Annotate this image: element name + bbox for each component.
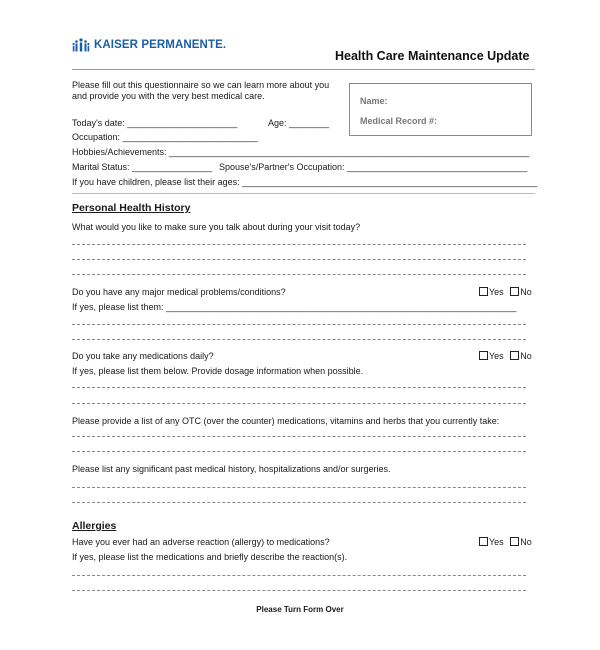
hobbies-field[interactable]: Hobbies/Achievements: ________________________________________________________________________	[72, 147, 530, 157]
answer-line[interactable]	[72, 339, 526, 340]
answer-line[interactable]	[72, 451, 526, 452]
no-label: No	[520, 537, 532, 547]
answer-line[interactable]	[72, 502, 526, 503]
answer-line[interactable]	[72, 274, 526, 275]
header-divider	[72, 69, 535, 70]
question-medications: Do you take any medications daily?	[72, 351, 214, 361]
answer-line[interactable]	[72, 244, 526, 245]
yes-label: Yes	[489, 351, 504, 361]
name-label: Name:	[360, 96, 388, 106]
page-title: Health Care Maintenance Update	[335, 49, 530, 63]
yes-label: Yes	[489, 537, 504, 547]
no-label: No	[520, 351, 532, 361]
allergies-heading: Allergies	[72, 520, 117, 532]
yes-no-medications	[479, 351, 532, 362]
question-past-history: Please list any significant past medical history, hospitalizations and/or surgeries.	[72, 464, 391, 474]
spouse-occupation-field[interactable]: Spouse's/Partner's Occupation: ____________________________________	[219, 162, 528, 172]
answer-line[interactable]	[72, 259, 526, 260]
no-checkbox[interactable]	[510, 537, 519, 546]
no-checkbox[interactable]	[510, 351, 519, 360]
no-label: No	[520, 287, 532, 297]
personal-health-heading: Personal Health History	[72, 202, 191, 214]
children-ages-field[interactable]: If you have children, please list their ages: ___________________________________________________________	[72, 177, 538, 187]
yes-checkbox[interactable]	[479, 351, 488, 360]
intro-line-2: and provide you with the very best medical care.	[72, 91, 265, 101]
medical-record-label: Medical Record #:	[360, 116, 438, 126]
question-medications-list: If yes, please list them below. Provide dosage information when possible.	[72, 366, 364, 376]
yes-no-medical-problems	[479, 287, 532, 298]
intro-line-1: Please fill out this questionnaire so we can learn more about you	[72, 80, 330, 90]
question-allergy: Have you ever had an adverse reaction (allergy) to medications?	[72, 537, 330, 547]
kaiser-logo-mark-icon	[72, 38, 90, 52]
no-checkbox[interactable]	[510, 287, 519, 296]
yes-checkbox[interactable]	[479, 537, 488, 546]
yes-no-allergy	[479, 537, 532, 548]
kaiser-logo	[72, 37, 226, 53]
todays-date-field[interactable]: Today's date: ______________________	[72, 118, 238, 128]
answer-line[interactable]	[72, 403, 526, 404]
question-medical-problems: Do you have any major medical problems/conditions?	[72, 287, 286, 297]
question-otc: Please provide a list of any OTC (over the counter) medications, vitamins and herbs that you currently take:	[72, 416, 500, 426]
answer-line[interactable]	[72, 590, 526, 591]
question-talk-about: What would you like to make sure you talk about during your visit today?	[72, 222, 361, 232]
logo-text: KAISER PERMANENTE.	[94, 39, 227, 51]
answer-line[interactable]	[72, 436, 526, 437]
section-divider	[72, 193, 535, 194]
question-allergy-list: If yes, please list the medications and briefly describe the reaction(s).	[72, 552, 348, 562]
answer-line[interactable]	[72, 487, 526, 488]
answer-line[interactable]	[72, 575, 526, 576]
yes-checkbox[interactable]	[479, 287, 488, 296]
medical-problems-list-field[interactable]: If yes, please list them: ______________________________________________________________________	[72, 302, 517, 312]
footer-note: Please Turn Form Over	[256, 605, 344, 614]
age-field[interactable]: Age: ________	[268, 118, 330, 128]
marital-status-field[interactable]: Marital Status: ________________	[72, 162, 213, 172]
occupation-field[interactable]: Occupation: ___________________________	[72, 132, 258, 142]
patient-info-box[interactable]	[349, 83, 532, 136]
answer-line[interactable]	[72, 387, 526, 388]
yes-label: Yes	[489, 287, 504, 297]
answer-line[interactable]	[72, 324, 526, 325]
